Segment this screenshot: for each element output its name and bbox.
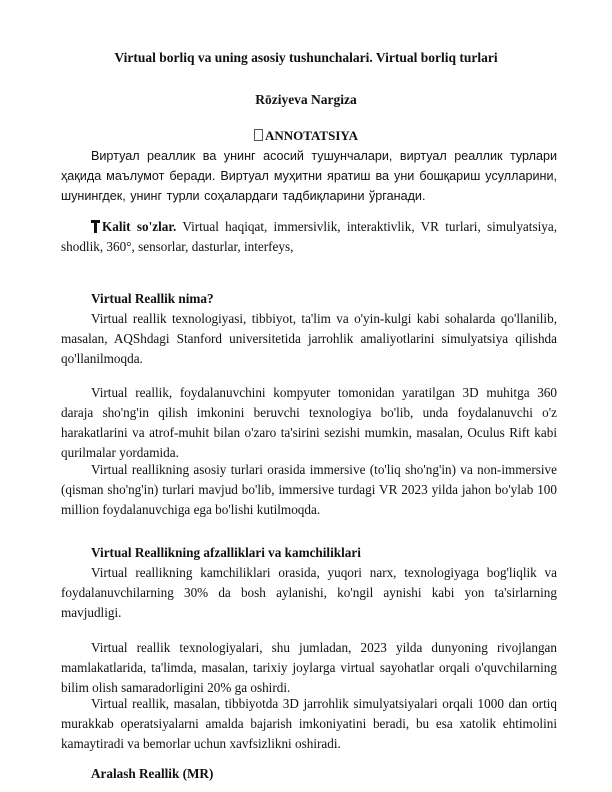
paragraph bbox=[61, 694, 557, 754]
document-title: Virtual borliq va uning asosiy tushunchalari. Virtual borliq turlari bbox=[114, 50, 498, 65]
keywords-block bbox=[61, 217, 557, 257]
author-name: Rōziyeva Nargiza bbox=[255, 92, 357, 107]
section-heading: Virtual Reallik nima? bbox=[91, 291, 214, 306]
paragraph bbox=[61, 563, 557, 623]
bookmark-icon bbox=[254, 129, 263, 141]
section-heading: Aralash Reallik (MR) bbox=[91, 766, 214, 781]
section-heading: Virtual Reallikning afzalliklari va kamchiliklari bbox=[91, 545, 361, 560]
paragraph-text: Virtual reallik, foydalanuvchini kompyuter tomonidan yaratilgan 3D muhitga 360 daraja sho'ng'in qilish imkonini beruvchi texnologiya bo'lib, unda foydalanuvchi o'z harakatlarini va atrof-muhit bilan o'zaro ta'sirini sezishi mumkin, masalan, Oculus Rift kabi qurilmalar yordamida. bbox=[61, 385, 557, 460]
paragraph bbox=[61, 309, 557, 369]
paragraph bbox=[61, 460, 557, 520]
annotation-heading bbox=[0, 128, 612, 144]
key-icon bbox=[91, 220, 100, 233]
keywords-label: Kalit so'zlar. bbox=[102, 219, 177, 234]
keywords-text: Virtual haqiqat, immersivlik, interaktivlik, VR turlari, simulyatsiya, shodlik, 360°, sensorlar, dasturlar, interfeys, bbox=[61, 219, 557, 254]
paragraph-text: Virtual reallikning asosiy turlari orasida immersive (to'liq sho'ng'in) va non-immersive (qisman sho'ng'in) turlari mavjud bo'lib, immersive turdagi VR 2023 yilda jahon bo'ylab 100 million foydalanuvchiga ega bo'lishi kutilmoqda. bbox=[61, 462, 557, 517]
paragraph-text: Virtual reallik texnologiyalari, shu jumladan, 2023 yilda dunyoning rivojlangan mamlakatlarida, ta'limda, masalan, tarixiy joylarga virtual sayohatlar orqali o'quvchilarning bilim olish samaradorligini 20% ga oshirdi. bbox=[61, 640, 557, 695]
paragraph-text: Virtual reallik, masalan, tibbiyotda 3D jarrohlik simulyatsiyalari orqali 1000 dan ortiq murakkab operatsiyalarni amalda bajarish imkoniyatini beradi, bu esa xatolik ehtimolini kamaytiradi va bemorlar uchun xavfsizlikni oshiradi. bbox=[61, 696, 557, 751]
paragraph-text: Virtual reallikning kamchiliklari orasida, yuqori narx, texnologiyaga bog'liqlik va foydalanuvchilarning 30% da bosh aylanishi, ko'ngil aynishi kabi yon ta'sirlarning mavjudligi. bbox=[61, 565, 557, 620]
annotation-paragraph: Виртуал реаллик ва унинг асосий тушунчалари, виртуал реаллик турлари ҳақида маълумот беради. Виртуал муҳитни яратиш ва уни бошқариш усулларини, шунингдек, унинг турли соҳалардаги тадбиқларини ўрганади. bbox=[61, 149, 557, 203]
keywords-paragraph bbox=[61, 217, 557, 257]
paragraph bbox=[61, 383, 557, 463]
paragraph-text: Virtual reallik texnologiyasi, tibbiyot, ta'lim va o'yin-kulgi kabi sohalarda qo'llanilib, masalan, AQShdagi Stanford universitetida jarrohlik amaliyotlarini simulyatsiya qilishda qo'llanilmoqda. bbox=[61, 311, 557, 366]
paragraph bbox=[61, 638, 557, 698]
annotation-heading-text: ANNOTATSIYA bbox=[265, 128, 358, 143]
annotation-text bbox=[61, 146, 557, 206]
